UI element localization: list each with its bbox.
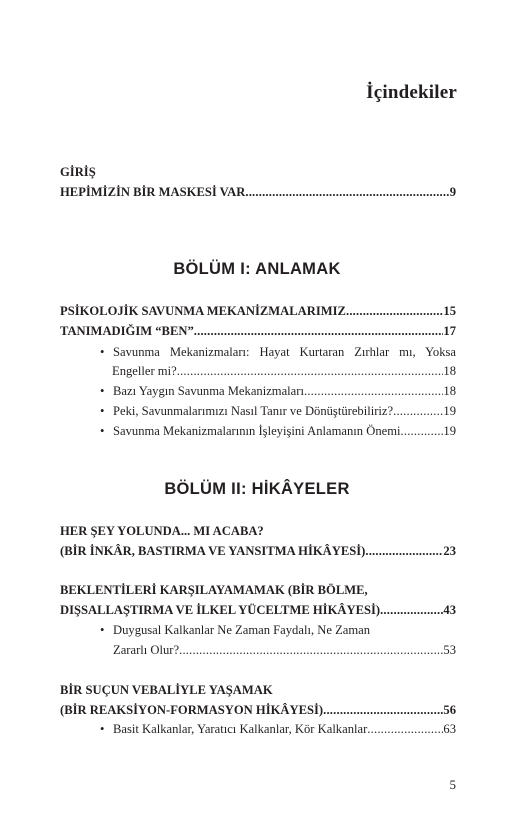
toc-entry-text: DIŞSALLAŞTIRMA VE İLKEL YÜCELTME HİKÂYESİ) [60,603,381,617]
bullet-marker: • [100,722,105,736]
leader-dots [365,544,443,559]
toc-entry-text: Bazı Yaygın Savunma Mekanizmaları [113,384,304,398]
toc-entry-page: 15 [443,304,456,318]
toc-subentry-onemi[interactable] [113,424,456,439]
toc-entry-page: 53 [443,643,456,657]
toc-subentry-bazi[interactable] [113,384,456,399]
toc-entry-page: 19 [443,424,456,438]
leader-dots [245,185,449,200]
leader-dots [393,404,443,419]
toc-entry-hepimizin[interactable] [60,185,456,200]
leader-dots [179,643,443,658]
toc-subentry-line[interactable]: Duygusal Kalkanlar Ne Zaman Faydalı, Ne Zaman [113,623,371,637]
toc-entry-text[interactable]: BİR SUÇUN VEBALİYLE YAŞAMAK [60,683,273,697]
page-number: 5 [449,777,456,792]
leader-dots [346,304,443,319]
leader-dots [323,703,443,718]
toc-entry-page: 56 [443,703,456,717]
toc-entry-page: 43 [443,603,456,617]
bullet-marker: • [100,424,105,438]
toc-entry-story1[interactable] [60,544,456,559]
toc-subentry-peki[interactable] [113,404,456,419]
toc-entry-text: Basit Kalkanlar, Yaratıcı Kalkanlar, Kör Kalkanlar [113,722,368,736]
toc-entry-page: 63 [443,722,456,736]
leader-dots [380,603,443,618]
section-heading-part1: BÖLÜM I: ANLAMAK [173,260,341,278]
intro-label: GİRİŞ [60,165,96,179]
toc-entry-text: Savunma Mekanizmalarının İşleyişini Anlamanın Önemi [113,424,401,438]
leader-dots [304,384,443,399]
leader-dots [367,722,443,737]
toc-entry-text: PSİKOLOJİK SAVUNMA MEKANİZMALARIMIZ [60,304,346,318]
bullet-marker: • [100,623,105,637]
bullet-marker: • [100,345,105,359]
toc-subentry-savunma[interactable] [112,364,456,379]
toc-entry-story2[interactable] [60,603,456,618]
leader-dots [401,424,444,439]
toc-entry-text[interactable]: BEKLENTİLERİ KARŞILAYAMAMAK (BİR BÖLME, [60,583,368,597]
toc-entry-text: Engeller mi? [112,364,177,378]
leader-dots [177,364,444,379]
toc-entry-page: 18 [443,364,456,378]
toc-entry-text: (BİR REAKSİYON-FORMASYON HİKÂYESİ) [60,703,324,717]
bullet-marker: • [100,404,105,418]
toc-entry-page: 17 [443,324,456,338]
toc-entry-page: 19 [443,404,456,418]
toc-subentry-duygusal[interactable] [113,643,456,658]
toc-entry-page: 18 [443,384,456,398]
section-heading-part2: BÖLÜM II: HİKÂYELER [164,480,350,498]
toc-subentry-basit[interactable] [113,722,456,737]
toc-entry-page: 9 [449,185,456,199]
toc-entry-text[interactable]: HER ŞEY YOLUNDA... MI ACABA? [60,524,264,538]
toc-entry-psikolojik[interactable] [60,304,456,319]
toc-entry-text: TANIMADIĞIM “BEN” [60,324,194,338]
toc-entry-tanimadigim[interactable] [60,324,456,339]
toc-entry-story3[interactable] [60,703,456,718]
leader-dots [194,324,444,339]
toc-entry-text: (BİR İNKÂR, BASTIRMA VE YANSITMA HİKÂYESİ) [60,544,366,558]
page-title: İçindekiler [366,82,457,103]
toc-entry-text: HEPİMİZİN BİR MASKESİ VAR [60,185,246,199]
toc-subentry-line[interactable]: Savunma Mekanizmaları: Hayat Kurtaran Zırhlar mı, Yoksa [113,345,456,359]
toc-entry-text: Peki, Savunmalarımızı Nasıl Tanır ve Dönüştürebiliriz? [113,404,394,418]
toc-entry-text: Zararlı Olur? [113,643,180,657]
toc-entry-page: 23 [443,544,456,558]
bullet-marker: • [100,384,105,398]
